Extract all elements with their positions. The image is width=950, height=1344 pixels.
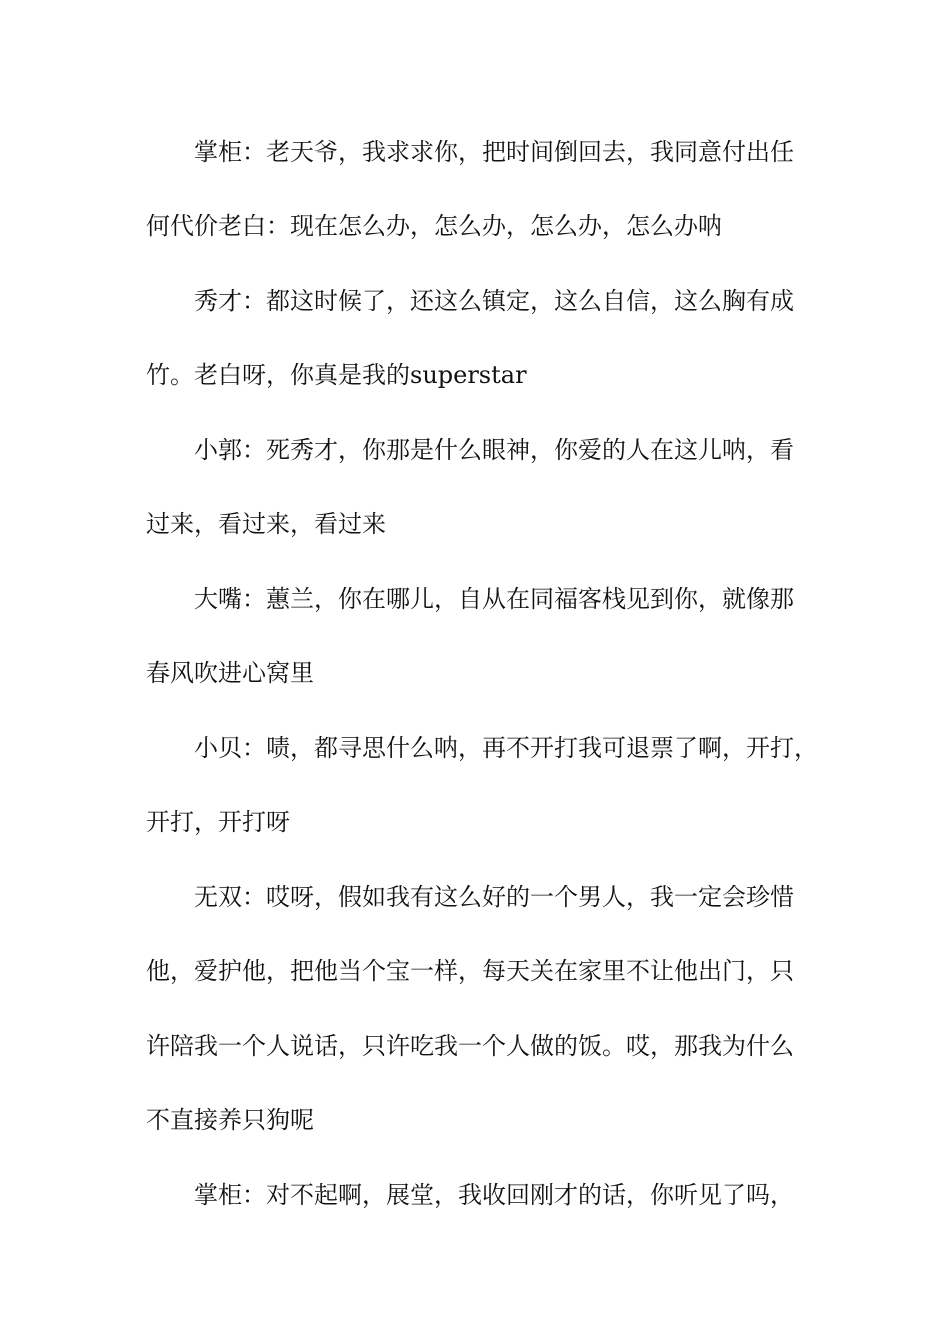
text-line: 不直接养只狗呢 [146, 1106, 314, 1134]
text-line: 小郭：死秀才，你那是什么眼神，你爱的人在这儿呐，看 [194, 436, 794, 464]
text-line: 掌柜：老天爷，我求求你，把时间倒回去，我同意付出任 [194, 138, 794, 166]
text-line: 许陪我一个人说话，只许吃我一个人做的饭。哎，那我为什么 [146, 1032, 794, 1060]
text-line: 春风吹进心窝里 [146, 659, 314, 687]
text-line: 过来，看过来，看过来 [146, 510, 386, 538]
text-line: 竹。老白呀，你真是我的superstar [146, 361, 527, 389]
text-line: 无双：哎呀，假如我有这么好的一个男人，我一定会珍惜 [194, 883, 794, 911]
text-line: 他，爱护他，把他当个宝一样，每天关在家里不让他出门，只 [146, 957, 794, 985]
text-line: 何代价老白：现在怎么办，怎么办，怎么办，怎么办呐 [146, 212, 722, 240]
text-line: 开打，开打呀 [146, 808, 290, 836]
text-line: 大嘴：蕙兰，你在哪儿，自从在同福客栈见到你，就像那 [194, 585, 794, 613]
text-line: 秀才：都这时候了，还这么镇定，这么自信，这么胸有成 [194, 287, 794, 315]
text-line: 小贝：啧，都寻思什么呐，再不开打我可退票了啊，开打， [194, 734, 818, 762]
text-line: 掌柜：对不起啊，展堂，我收回刚才的话，你听见了吗， [194, 1181, 794, 1209]
